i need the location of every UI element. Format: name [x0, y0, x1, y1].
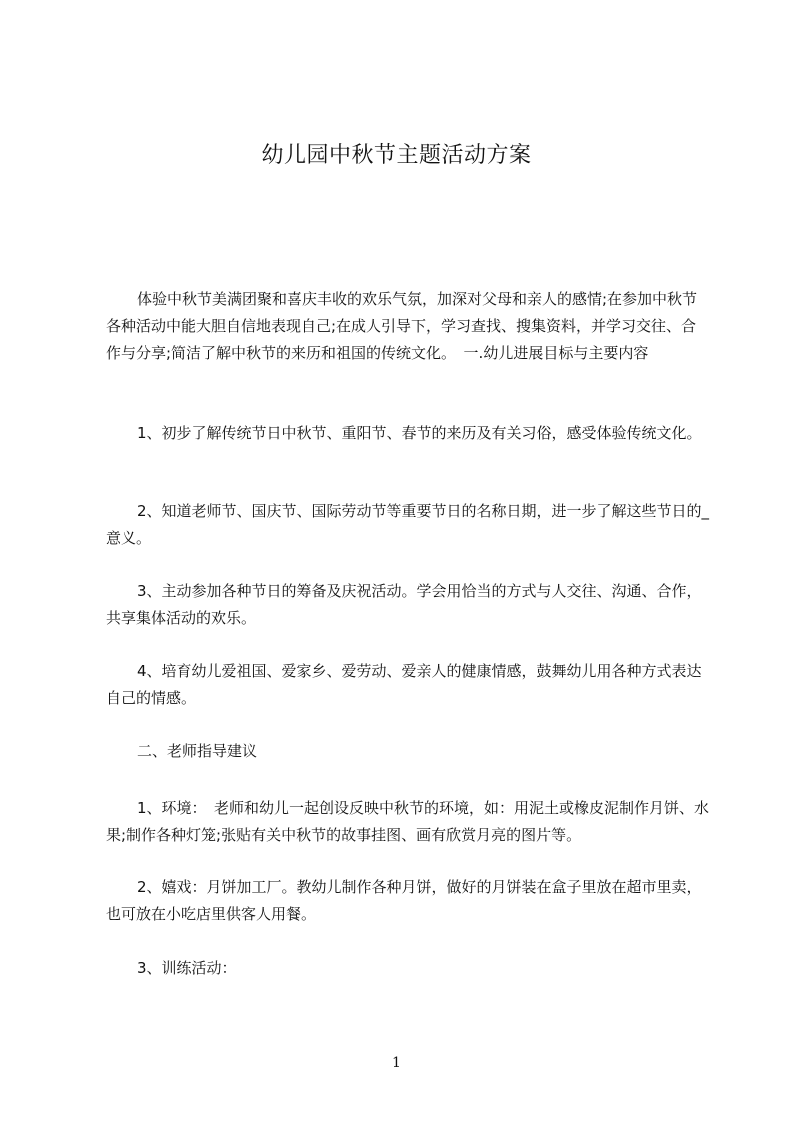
guidance-item-game: 2、嬉戏：月饼加工厂。教幼儿制作各种月饼，做好的月饼装在盒子里放在超市里卖，也可放在小吃店里供客人用餐。	[106, 878, 702, 923]
goal-item-4: 4、培育幼儿爱祖国、爱家乡、爱劳动、爱亲人的健康情感，鼓舞幼儿用各种方式表达自己的情感。	[106, 662, 702, 707]
guidance-item-training: 3、训练活动：	[137, 959, 237, 977]
goal-item-1: 1、初步了解传统节日中秋节、重阳节、春节的来历及有关习俗，感受体验传统文化。	[137, 424, 702, 442]
intro-paragraph: 体验中秋节美满团聚和喜庆丰收的欢乐气氛，加深对父母和亲人的感情;在参加中秋节各种活动中能大胆自信地表现自己;在成人引导下，学习查找、搜集资料，并学习交往、合作与分享;简洁了解中秋节的来历和祖国的传统文化。 一.幼儿进展目标与主要内容	[106, 290, 698, 362]
document-title: 幼儿园中秋节主题活动方案	[261, 143, 532, 168]
section-heading-teacher-guidance: 二、老师指导建议	[137, 742, 258, 760]
page-number: 1	[392, 1055, 401, 1071]
goal-item-2: 2、知道老师节、国庆节、国际劳动节等重要节日的名称日期，进一步了解这些节日的_意义。	[106, 502, 710, 547]
goal-item-3: 3、主动参加各种节日的筹备及庆祝活动。学会用恰当的方式与人交往、沟通、合作，共享集体活动的欢乐。	[106, 582, 702, 627]
guidance-item-environment: 1、环境： 老师和幼儿一起创设反映中秋节的环境，如：用泥土或橡皮泥制作月饼、水果;制作各种灯笼;张贴有关中秋节的故事挂图、画有欣赏月亮的图片等。	[106, 799, 710, 844]
